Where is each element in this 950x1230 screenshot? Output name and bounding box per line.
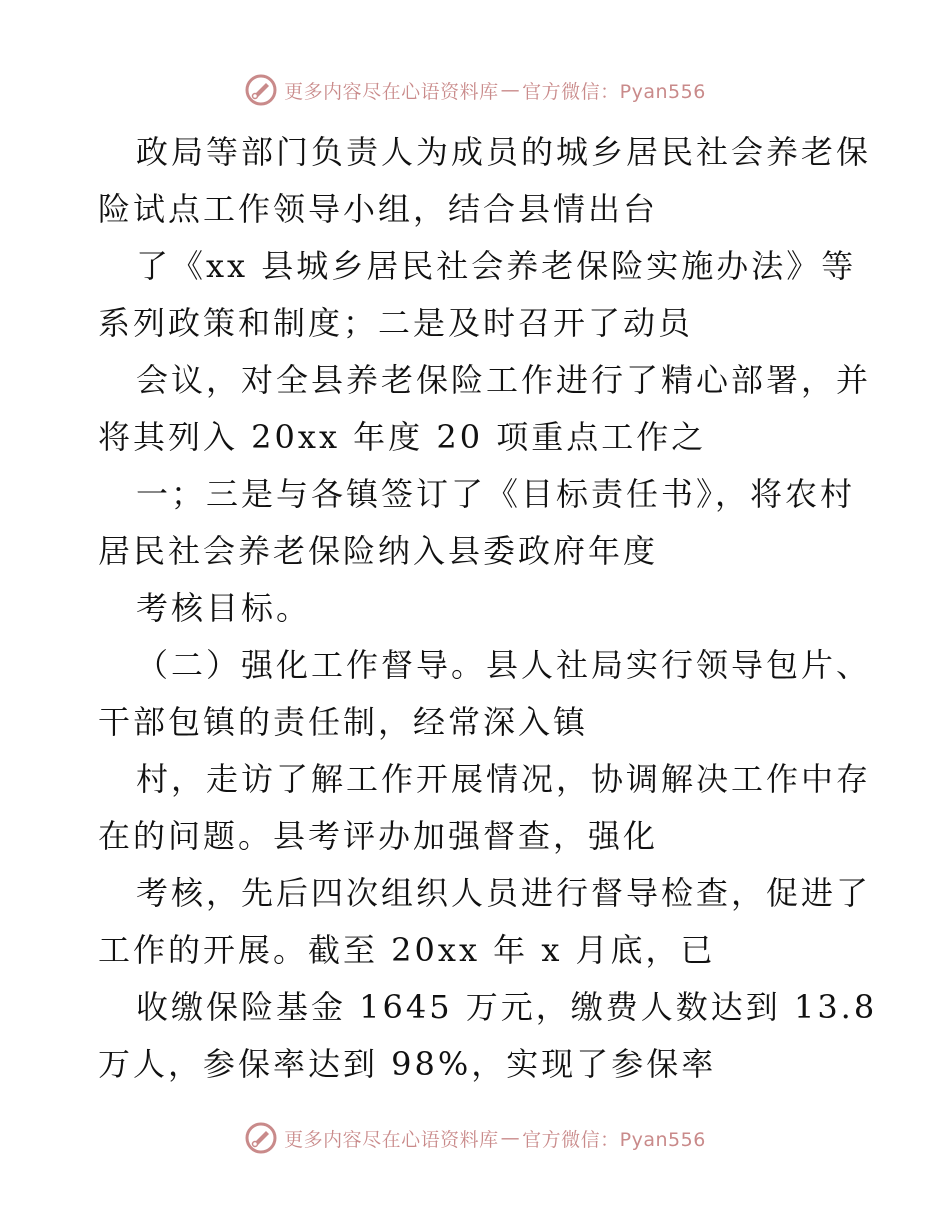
text-line-3: 了《xx 县城乡居民社会养老保险实施办法》等	[136, 247, 857, 285]
text-line-12: 村，走访了解工作开展情况，协调解决工作中存	[136, 760, 872, 798]
watermark-brand: 更多内容尽在心语资料库	[284, 80, 499, 103]
text-line-1: 政局等部门负责人为成员的城乡居民社会养老保	[136, 133, 872, 171]
text-line-5: 会议，对全县养老保险工作进行了精心部署，并	[136, 361, 872, 399]
logo-icon	[244, 1121, 278, 1155]
text-line-15: 工作的开展。截至 20xx 年 x 月底，已	[98, 931, 716, 969]
text-line-17: 万人，参保率达到 98%，实现了参保率	[98, 1045, 717, 1083]
text-line-14: 考核，先后四次组织人员进行督导检查，促进了	[136, 874, 872, 912]
text-line-9: 考核目标。	[136, 589, 312, 627]
watermark-separator: —	[500, 79, 521, 101]
text-line-8: 居民社会养老保险纳入县委政府年度	[98, 532, 659, 570]
watermark-contact: 官方微信：Pyan556	[522, 80, 706, 103]
logo-icon	[244, 73, 278, 107]
watermark-brand: 更多内容尽在心语资料库	[284, 1128, 499, 1151]
text-line-4: 系列政策和制度；二是及时召开了动员	[98, 304, 694, 342]
footer-watermark	[0, 1118, 950, 1158]
document-body	[98, 124, 878, 1093]
text-line-16: 收缴保险基金 1645 万元，缴费人数达到 13.8	[136, 988, 878, 1026]
text-line-10: （二）强化工作督导。县人社局实行领导包片、	[136, 646, 872, 684]
watermark-contact: 官方微信：Pyan556	[522, 1128, 706, 1151]
text-line-6: 将其列入 20xx 年度 20 项重点工作之	[98, 418, 707, 456]
watermark-separator: —	[500, 1127, 521, 1149]
text-block	[98, 124, 878, 1093]
text-line-13: 在的问题。县考评办加强督查，强化	[98, 817, 659, 855]
text-line-11: 干部包镇的责任制，经常深入镇	[98, 703, 589, 741]
header-watermark	[0, 70, 950, 110]
text-line-7: 一；三是与各镇签订了《目标责任书》，将农村	[136, 475, 856, 513]
text-line-2: 险试点工作领导小组，结合县情出台	[98, 190, 659, 228]
